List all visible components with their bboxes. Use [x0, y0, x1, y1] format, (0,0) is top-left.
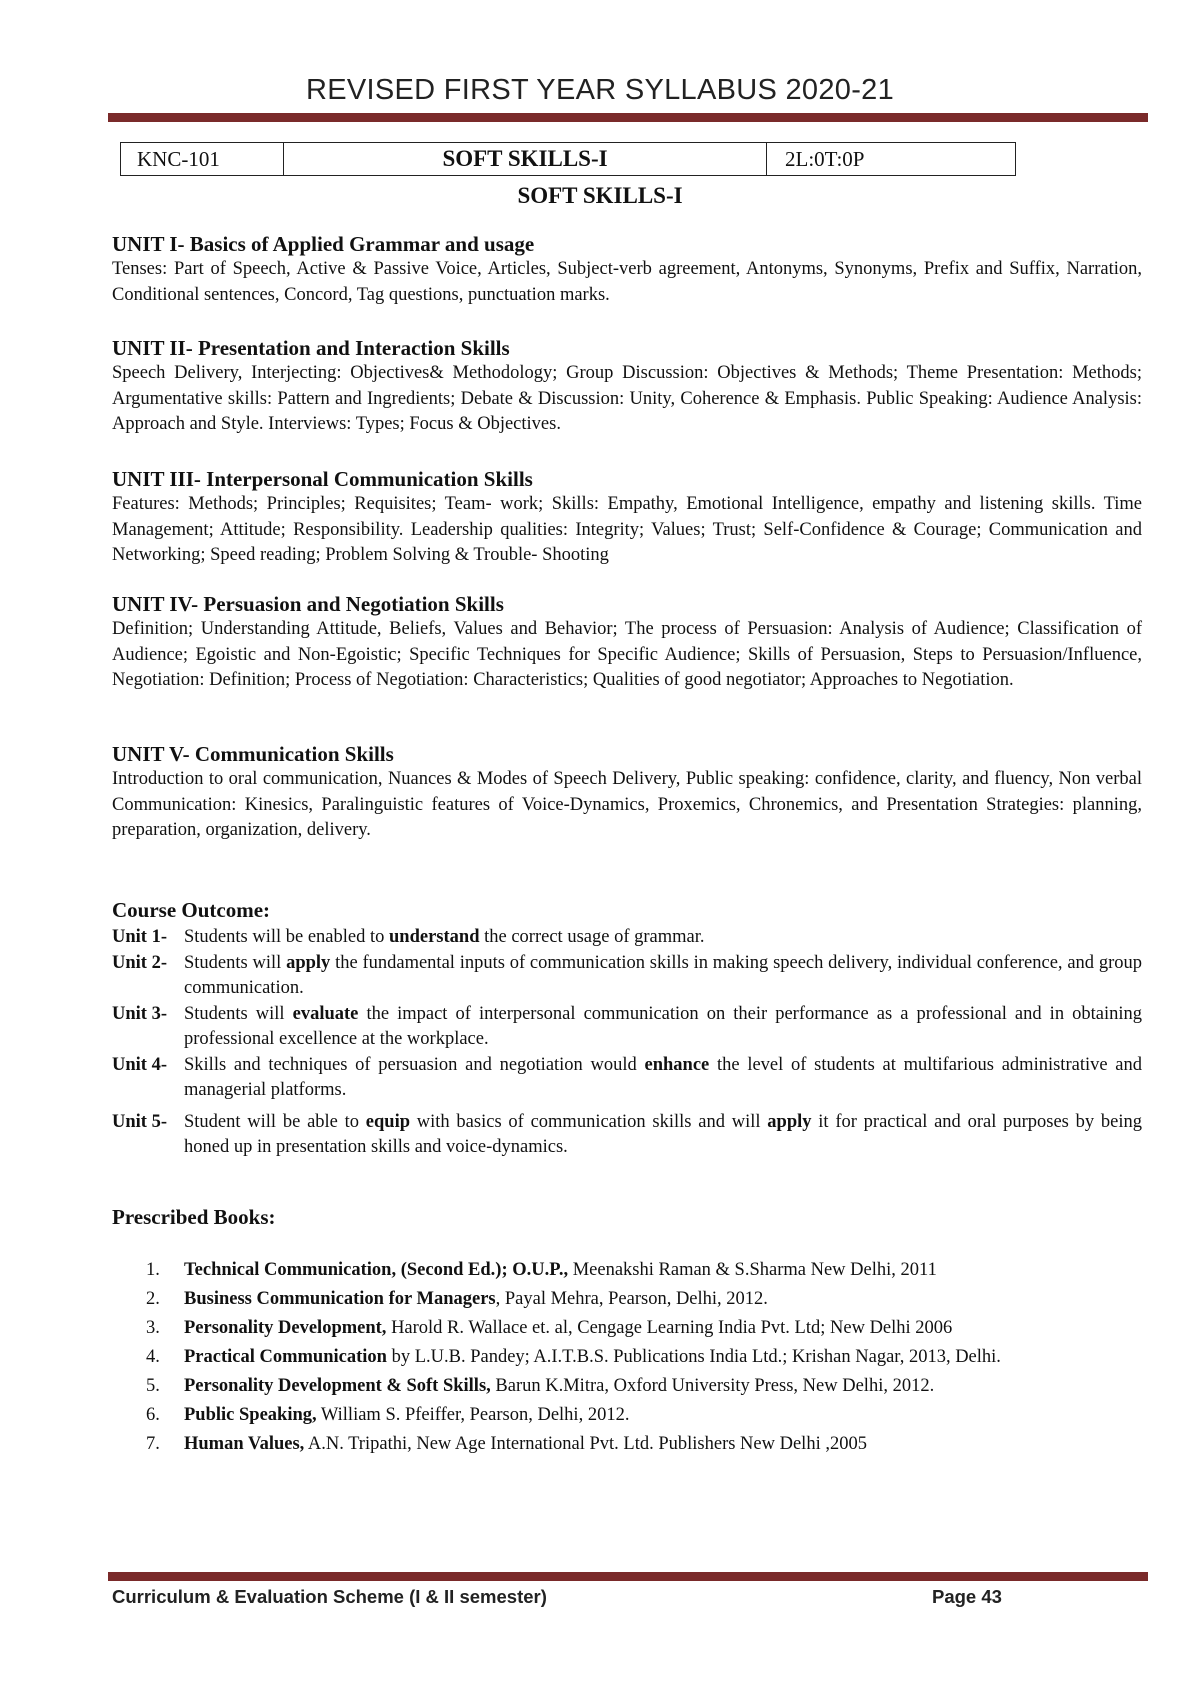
unit-body: Speech Delivery, Interjecting: Objectives& Methodology; Group Discussion: Objectives & Methods; Theme Presentation: Methods; Argumentative skills: Pattern and Ingredients; Debate & Discussion: Unity, Coherence & Emphasis. Public Speaking: Audience Analysis: Approach and Style. Interviews: Types; Focus & Objectives. — [112, 363, 1142, 434]
unit-heading: UNIT IV- Persuasion and Negotiation Skills — [112, 592, 504, 616]
course-outcome-heading: Course Outcome: — [112, 898, 271, 922]
header-divider — [108, 113, 1148, 122]
outcome-label: Unit 4- — [112, 1054, 167, 1075]
footer-scheme-label: Curriculum & Evaluation Scheme (I & II semester) — [112, 1586, 547, 1607]
page-number: Page 43 — [932, 1586, 1002, 1607]
unit-section — [112, 335, 1142, 438]
book-item — [146, 1374, 1142, 1399]
unit-heading: UNIT II- Presentation and Interaction Skills — [112, 336, 510, 360]
book-number: 5. — [146, 1376, 160, 1396]
book-number: 2. — [146, 1289, 160, 1309]
outcome-text: Students will apply the fundamental inputs of communication skills in making speech delivery, individual conference, and group communication. — [184, 952, 1142, 998]
outcome-item — [112, 951, 1142, 1002]
book-item — [146, 1287, 1142, 1312]
book-text: Business Communication for Managers, Payal Mehra, Pearson, Delhi, 2012. — [184, 1289, 768, 1309]
unit-section — [112, 741, 1142, 844]
unit-body: Introduction to oral communication, Nuances & Modes of Speech Delivery, Public speaking: confidence, clarity, and fluency, Non verbal Communication: Kinesics, Paralinguistic features of Voice-Dynamics, Proxemics, Chronemics, and Presentation Strategies: planning, preparation, organization, delivery. — [112, 769, 1142, 840]
outcome-label: Unit 5- — [112, 1111, 167, 1132]
prescribed-books-list — [146, 1258, 1142, 1461]
outcome-label: Unit 2- — [112, 952, 167, 973]
unit-section — [112, 231, 1142, 308]
outcome-item — [112, 1053, 1142, 1104]
book-text: Human Values, A.N. Tripathi, New Age International Pvt. Ltd. Publishers New Delhi ,2005 — [184, 1434, 867, 1454]
book-item — [146, 1403, 1142, 1428]
page-header-title: REVISED FIRST YEAR SYLLABUS 2020-21 — [305, 74, 895, 106]
unit-body: Tenses: Part of Speech, Active & Passive Voice, Articles, Subject-verb agreement, Antonyms, Synonyms, Prefix and Suffix, Narration, Conditional sentences, Concord, Tag questions, punctuation marks. — [112, 259, 1142, 305]
course-code: KNC-101 — [121, 143, 284, 175]
outcome-text: Skills and techniques of persuasion and negotiation would enhance the level of students at multifarious administrative and managerial platforms. — [184, 1054, 1142, 1100]
course-name: SOFT SKILLS-I — [284, 143, 767, 175]
book-number: 3. — [146, 1318, 160, 1338]
outcome-text: Students will be enabled to understand the correct usage of grammar. — [184, 927, 705, 947]
footer-divider — [108, 1572, 1148, 1581]
book-number: 6. — [146, 1405, 160, 1425]
outcome-item — [112, 1110, 1142, 1161]
course-subtitle: SOFT SKILLS-I — [517, 183, 683, 208]
book-item — [146, 1432, 1142, 1457]
unit-section — [112, 466, 1142, 569]
unit-heading: UNIT I- Basics of Applied Grammar and usage — [112, 232, 535, 256]
book-text: Public Speaking, William S. Pfeiffer, Pearson, Delhi, 2012. — [184, 1405, 630, 1425]
outcome-text: Students will evaluate the impact of interpersonal communication on their performance as a professional and in obtaining professional excellence at the workplace. — [184, 1003, 1143, 1049]
course-info-table — [120, 142, 1016, 176]
unit-body: Definition; Understanding Attitude, Beliefs, Values and Behavior; The process of Persuasion: Analysis of Audience; Classification of Audience; Egoistic and Non-Egoistic; Specific Techniques for Specific Audience; Skills of Persuasion, Steps to Persuasion/Influence, Negotiation: Definition; Process of Negotiation: Characteristics; Qualities of good negotiator; Approaches to Negotiation. — [112, 619, 1142, 690]
book-number: 7. — [146, 1434, 160, 1454]
course-outcome-list — [112, 925, 1142, 1161]
unit-section — [112, 591, 1142, 694]
book-number: 1. — [146, 1260, 160, 1280]
book-text: Practical Communication by L.U.B. Pandey; A.I.T.B.S. Publications India Ltd.; Krishan Nagar, 2013, Delhi. — [184, 1347, 1001, 1367]
prescribed-books-heading: Prescribed Books: — [112, 1205, 276, 1229]
unit-heading: UNIT III- Interpersonal Communication Skills — [112, 467, 533, 491]
outcome-label: Unit 1- — [112, 927, 167, 947]
outcome-label: Unit 3- — [112, 1003, 167, 1024]
outcome-text: Student will be able to equip with basics of communication skills and will apply it for practical and oral purposes by being honed up in presentation skills and voice-dynamics. — [184, 1111, 1142, 1157]
book-text: Personality Development & Soft Skills, Barun K.Mitra, Oxford University Press, New Delhi, 2012. — [184, 1376, 935, 1396]
book-item — [146, 1345, 1142, 1370]
unit-body: Features: Methods; Principles; Requisites; Team- work; Skills: Empathy, Emotional Intelligence, empathy and listening skills. Time Management; Attitude; Responsibility. Leadership qualities: Integrity; Values; Trust; Self-Confidence & Courage; Communication and Networking; Speed reading; Problem Solving & Trouble- Shooting — [112, 494, 1142, 565]
book-text: Technical Communication, (Second Ed.); O.U.P., Meenakshi Raman & S.Sharma New Delhi, 2011 — [184, 1260, 937, 1280]
unit-heading: UNIT V- Communication Skills — [112, 742, 394, 766]
outcome-item — [112, 1002, 1142, 1053]
book-text: Personality Development, Harold R. Wallace et. al, Cengage Learning India Pvt. Ltd; New Delhi 2006 — [184, 1318, 953, 1338]
book-item — [146, 1316, 1142, 1341]
outcome-item — [112, 925, 1142, 951]
book-item — [146, 1258, 1142, 1283]
book-number: 4. — [146, 1347, 160, 1367]
course-ltp: 2L:0T:0P — [785, 146, 865, 171]
